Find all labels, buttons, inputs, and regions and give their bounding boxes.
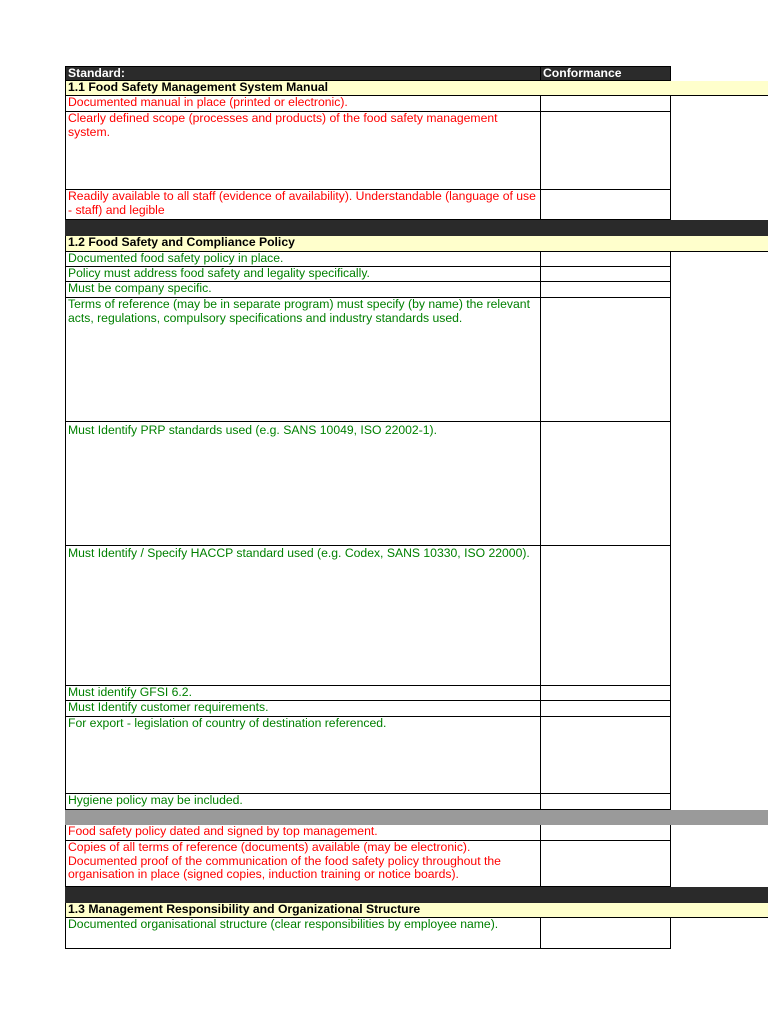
conformance-cell[interactable]	[541, 112, 671, 190]
conformance-cell[interactable]	[541, 841, 671, 887]
conformance-cell[interactable]	[541, 252, 671, 267]
standard-header[interactable]: Standard:	[65, 66, 541, 81]
standard-cell[interactable]: Must Identify / Specify HACCP standard used (e.g. Codex, SANS 10330, ISO 22000).	[65, 546, 541, 686]
standard-cell[interactable]: For export - legislation of country of destination referenced.	[65, 717, 541, 794]
conformance-header[interactable]: Conformance	[541, 66, 671, 81]
section-title[interactable]: 1.1 Food Safety Management System Manual	[65, 81, 768, 96]
standard-cell[interactable]: Terms of reference (may be in separate program) must specify (by name) the relevant acts, regulations, compulsory specifications and industry standards used.	[65, 298, 541, 422]
standard-cell[interactable]: Must Identify customer requirements.	[65, 701, 541, 717]
conformance-cell[interactable]	[541, 717, 671, 794]
conformance-cell[interactable]	[541, 918, 671, 949]
standard-cell[interactable]: Must Identify PRP standards used (e.g. SANS 10049, ISO 22002-1).	[65, 422, 541, 546]
separator-bar	[65, 220, 768, 236]
conformance-cell[interactable]	[541, 298, 671, 422]
separator-bar	[65, 887, 768, 903]
standard-cell[interactable]: Documented manual in place (printed or electronic).	[65, 96, 541, 112]
conformance-cell[interactable]	[541, 422, 671, 546]
standard-cell[interactable]: Food safety policy dated and signed by top management.	[65, 825, 541, 841]
standard-cell[interactable]: Readily available to all staff (evidence of availability). Understandable (language of use - staff) and legible	[65, 190, 541, 220]
standard-cell[interactable]: Documented organisational structure (clear responsibilities by employee name).	[65, 918, 541, 949]
standard-cell[interactable]: Clearly defined scope (processes and products) of the food safety management system.	[65, 112, 541, 190]
header-row	[65, 66, 671, 81]
section-row	[65, 903, 768, 918]
standard-cell[interactable]: Documented food safety policy in place.	[65, 252, 541, 267]
standard-cell[interactable]: Must be company specific.	[65, 282, 541, 298]
section-title[interactable]: 1.2 Food Safety and Compliance Policy	[65, 236, 768, 252]
section-title[interactable]: 1.3 Management Responsibility and Organizational Structure	[65, 903, 768, 918]
section-row	[65, 81, 768, 96]
conformance-cell[interactable]	[541, 701, 671, 717]
conformance-cell[interactable]	[541, 267, 671, 282]
standard-cell[interactable]: Hygiene policy may be included.	[65, 794, 541, 810]
standard-cell[interactable]: Must identify GFSI 6.2.	[65, 686, 541, 701]
standard-cell[interactable]: Policy must address food safety and legality specifically.	[65, 267, 541, 282]
separator-bar	[65, 810, 768, 825]
conformance-cell[interactable]	[541, 282, 671, 298]
conformance-cell[interactable]	[541, 96, 671, 112]
conformance-cell[interactable]	[541, 686, 671, 701]
conformance-cell[interactable]	[541, 825, 671, 841]
section-row	[65, 236, 768, 252]
conformance-cell[interactable]	[541, 190, 671, 220]
standard-cell[interactable]: Copies of all terms of reference (documents) available (may be electronic). Documented proof of the communication of the food safety policy throughout the organisation in place (signed copies, induction training or notice boards).	[65, 841, 541, 887]
conformance-cell[interactable]	[541, 794, 671, 810]
conformance-cell[interactable]	[541, 546, 671, 686]
